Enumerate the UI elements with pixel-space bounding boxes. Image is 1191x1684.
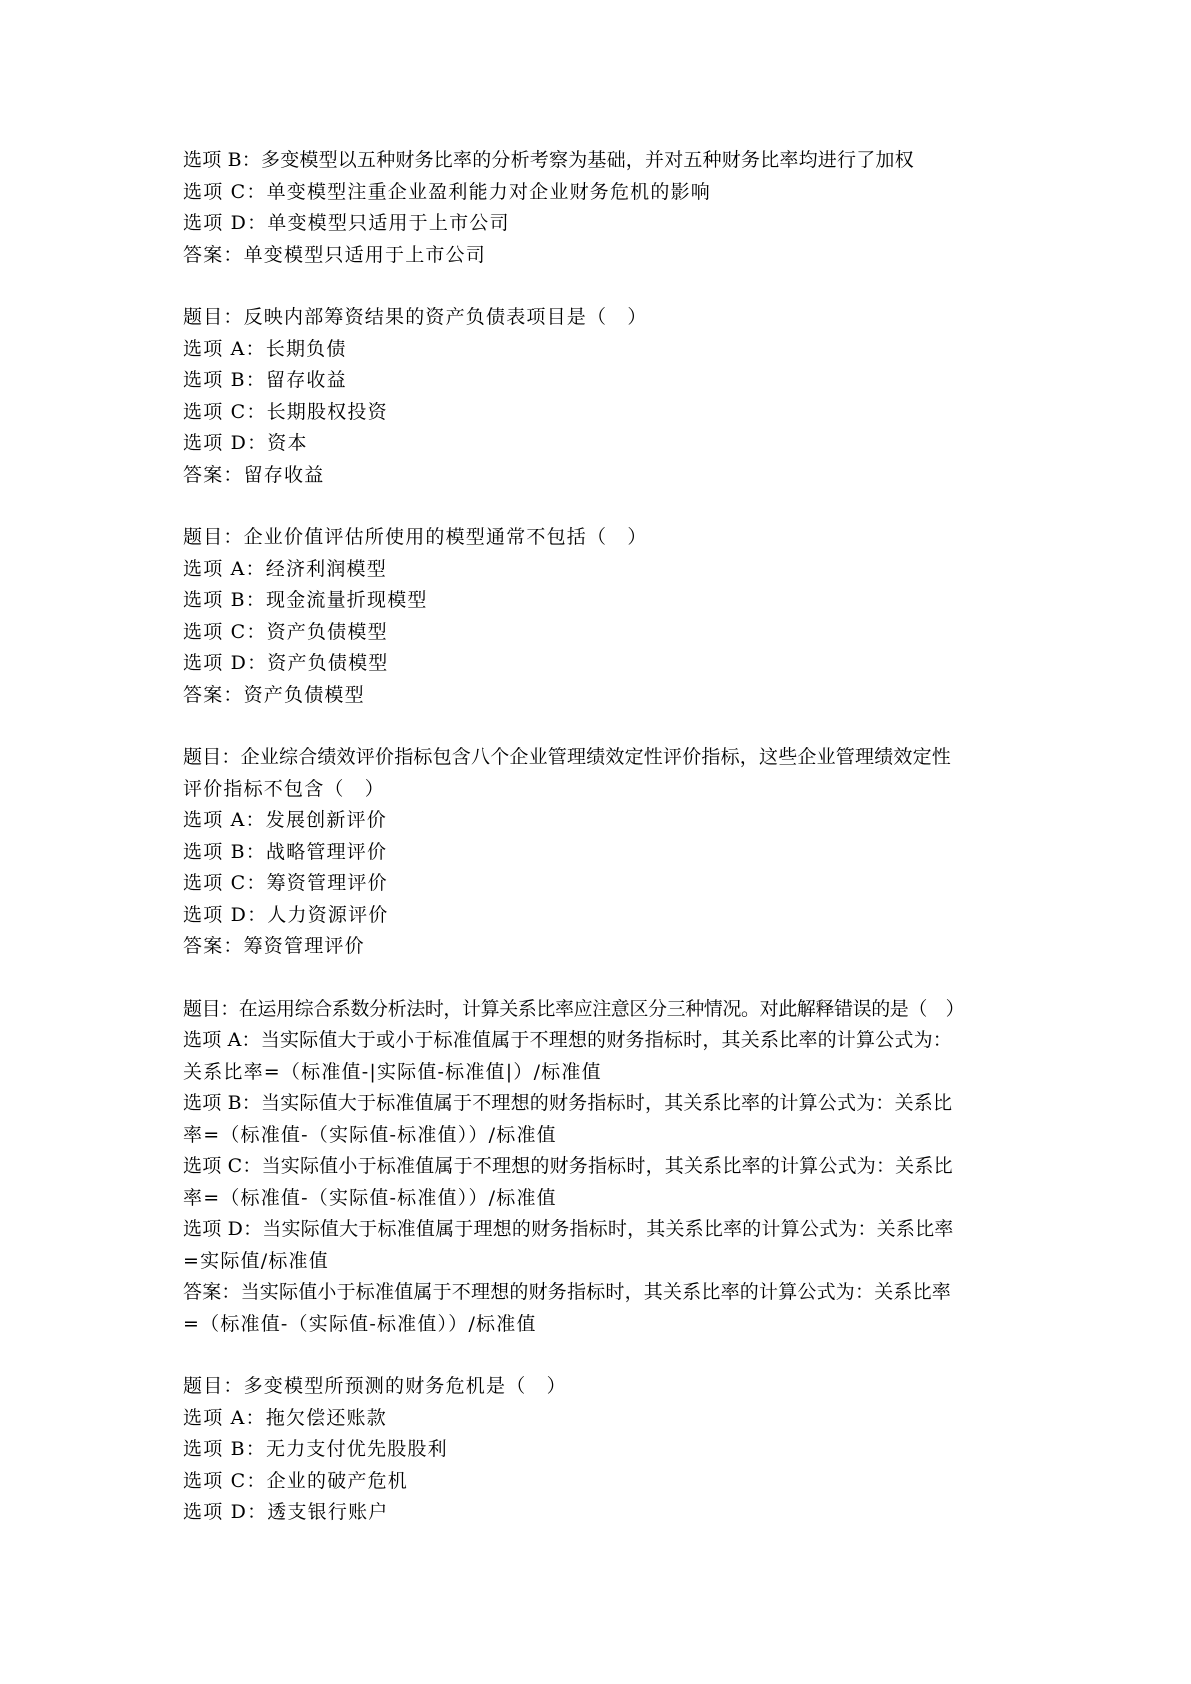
option-d-continued: =实际值/标准值: [183, 1249, 329, 1272]
option-b-continued: 率=（标准值-（实际值-标准值））/标准值: [183, 1123, 557, 1146]
question-block-3: [183, 522, 1018, 711]
option-b: 选项 B：多变模型以五种财务比率的分析考察为基础，并对五种财务比率均进行了加权: [183, 149, 914, 171]
question-title: 题目：企业价值评估所使用的模型通常不包括（ ）: [183, 526, 648, 548]
answer-continued: =（标准值-（实际值-标准值））/标准值: [183, 1312, 537, 1335]
option-a: 选项 A：长期负债: [183, 337, 347, 360]
option-b: 选项 B：战略管理评价: [183, 840, 388, 863]
question-block-1: [183, 145, 1018, 271]
question-title: 题目：多变模型所预测的财务危机是（ ）: [183, 1375, 567, 1397]
question-title: 题目：在运用综合系数分析法时，计算关系比率应注意区分三种情况。对此解释错误的是（ ）: [183, 997, 965, 1020]
question-block-2: [183, 302, 1018, 491]
option-d: 选项 D：当实际值大于标准值属于理想的财务指标时，其关系比率的计算公式为：关系比率: [183, 1218, 954, 1240]
answer: 答案：资产负债模型: [183, 683, 365, 706]
option-a: 选项 A：当实际值大于或小于标准值属于不理想的财务指标时，其关系比率的计算公式为：: [183, 1029, 952, 1051]
question-title-continued: 评价指标不包含（ ）: [183, 777, 386, 800]
document-page: [183, 145, 1018, 1560]
option-a: 选项 A：拖欠偿还账款: [183, 1406, 387, 1429]
question-title: 题目：反映内部筹资结果的资产负债表项目是（ ）: [183, 306, 648, 328]
option-c: 选项 C：当实际值小于标准值属于不理想的财务指标时，其关系比率的计算公式为：关系比: [183, 1155, 953, 1177]
option-d: 选项 D：人力资源评价: [183, 903, 389, 926]
answer: 答案：留存收益: [183, 463, 325, 486]
option-c: 选项 C：长期股权投资: [183, 400, 388, 423]
option-c: 选项 C：单变模型注重企业盈利能力对企业财务危机的影响: [183, 180, 711, 203]
option-b: 选项 B：无力支付优先股股利: [183, 1438, 448, 1460]
option-c: 选项 C：资产负债模型: [183, 620, 388, 643]
option-d: 选项 D：资本: [183, 432, 308, 454]
option-a-continued: 关系比率=（标准值-|实际值-标准值|）/标准值: [183, 1060, 602, 1083]
option-d: 选项 D：透支银行账户: [183, 1501, 389, 1523]
option-a: 选项 A：发展创新评价: [183, 809, 387, 831]
question-title: 题目：企业综合绩效评价指标包含八个企业管理绩效定性评价指标，这些企业管理绩效定性: [183, 746, 952, 768]
question-block-5: [183, 994, 1018, 1341]
answer: 答案：单变模型只适用于上市公司: [183, 243, 487, 266]
answer: 答案：当实际值小于标准值属于不理想的财务指标时，其关系比率的计算公式为：关系比率: [183, 1281, 952, 1303]
option-c-continued: 率=（标准值-（实际值-标准值））/标准值: [183, 1186, 557, 1209]
option-c: 选项 C：筹资管理评价: [183, 872, 388, 894]
option-c: 选项 C：企业的破产危机: [183, 1469, 408, 1492]
question-block-4: [183, 742, 1018, 963]
option-d: 选项 D：资产负债模型: [183, 652, 389, 674]
option-b: 选项 B：留存收益: [183, 369, 347, 391]
answer: 答案：筹资管理评价: [183, 935, 365, 957]
option-b: 选项 B：当实际值大于标准值属于不理想的财务指标时，其关系比率的计算公式为：关系比: [183, 1092, 953, 1114]
option-a: 选项 A：经济利润模型: [183, 557, 387, 580]
question-block-6: [183, 1371, 1018, 1529]
option-d: 选项 D：单变模型只适用于上市公司: [183, 212, 510, 234]
option-b: 选项 B：现金流量折现模型: [183, 589, 428, 611]
